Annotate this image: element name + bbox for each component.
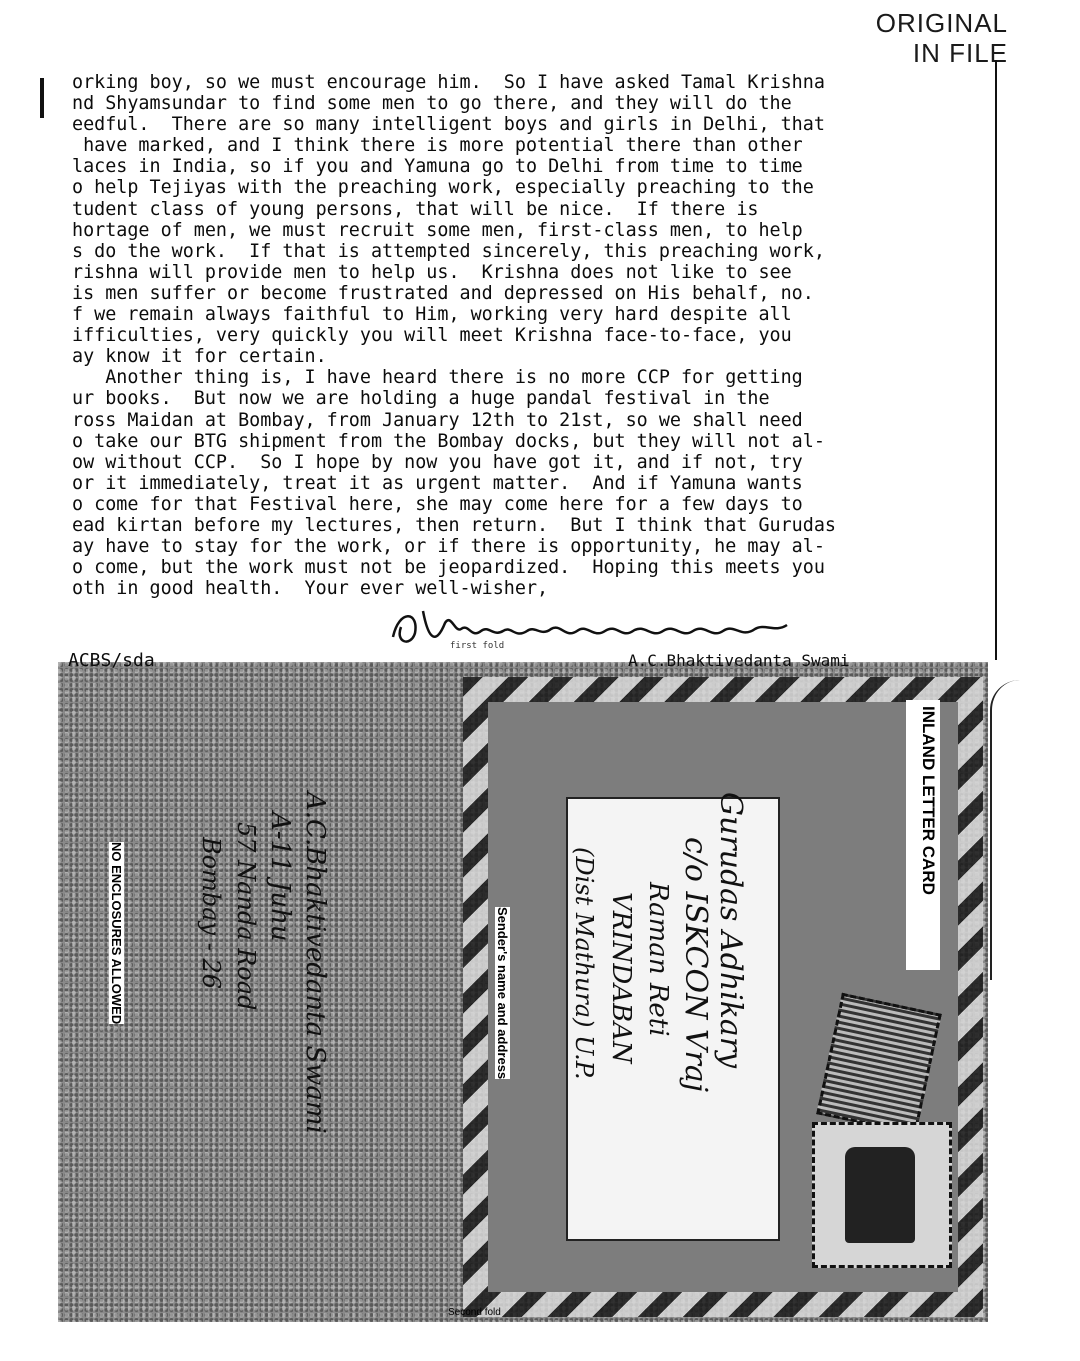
first-fold-label: first fold: [450, 641, 505, 651]
initials: ACBS/sda: [68, 650, 155, 671]
letter-line: ay have to stay for the work, or if there is opportunity, he may al-: [72, 536, 825, 558]
inland-letter-card: [58, 662, 988, 1322]
letter-line: ay know it for certain.: [72, 346, 327, 368]
letter-line: ifficulties, very quickly you will meet Krishna face-to-face, you: [72, 325, 792, 347]
sender-line: Bombay - 26: [197, 837, 225, 989]
lion-capital-icon: [845, 1147, 915, 1243]
sender-line: 57 Nanda Road: [232, 822, 260, 1011]
sender-line: A.C.Bhaktivedanta Swami: [300, 792, 330, 1134]
page-bottom-margin: [0, 1322, 1080, 1361]
letter-line: Another thing is, I have heard there is no more CCP for getting: [72, 367, 803, 389]
letter-line: o help Tejiyas with the preaching work, especially preaching to the: [72, 177, 814, 199]
torn-edge: [990, 680, 1062, 980]
letter-line: ross Maidan at Bombay, from January 12th to 21st, so we shall need: [72, 409, 803, 431]
letter-line: f we remain always faithful to Him, working very hard despite all: [72, 304, 792, 326]
addressee-line: (Dist Mathura) U.P.: [570, 847, 598, 1080]
second-fold-label: Second fold: [448, 1307, 501, 1318]
addressee-line: Raman Reti: [643, 882, 673, 1037]
sender-label: Sender's name and address: [495, 907, 510, 1080]
letter-line: is men suffer or become frustrated and depressed on His behalf, no.: [72, 282, 814, 304]
letter-line: laces in India, so if you and Yamuna go to Delhi from time to time: [72, 156, 803, 178]
letter-line: o come, but the work must not be jeopardized. Hoping this meets you: [72, 557, 825, 579]
letter-line: o take our BTG shipment from the Bombay docks, but they will not al-: [72, 430, 825, 452]
addressee-line: VRINDABAN: [606, 892, 636, 1064]
letter-line: ead kirtan before my lectures, then return. But I think that Gurudas: [72, 514, 836, 536]
handwritten-signature: [385, 603, 795, 655]
letter-line: or it immediately, treat it as urgent matter. And if Yamuna wants: [72, 472, 803, 494]
letter-line: hortage of men, we must recruit some men, first-class men, to help: [72, 219, 803, 241]
original-in-file-stamp: [876, 8, 1008, 68]
letter-line: nd Shyamsundar to find some men to go there, and they will do the: [72, 93, 792, 115]
stamp-line-1: ORIGINAL: [875, 8, 1008, 38]
letter-line: have marked, and I think there is more potential there than other: [72, 135, 803, 157]
letter-line: s do the work. If that is attempted sincerely, this preaching work,: [72, 240, 825, 262]
letter-line: o come for that Festival here, she may come here for a few days to: [72, 493, 803, 515]
inland-letter-card-label: INLAND LETTER CARD: [919, 706, 938, 895]
letter-line: rishna will provide men to help us. Krishna does not like to see: [72, 261, 792, 283]
addressee-line: c/o ISKCON Vraj: [678, 837, 713, 1093]
addressee-line: Gurudas Adhikary: [713, 792, 748, 1069]
no-enclosures-label: NO ENCLOSURES ALLOWED: [109, 842, 124, 1025]
letter-line: tudent class of young persons, that will be nice. If there is: [72, 198, 759, 220]
stamp-line-2: IN FILE: [912, 38, 1008, 68]
letter-line: oth in good health. Your ever well-wisher,: [72, 578, 549, 600]
letter-line: orking boy, so we must encourage him. So I have asked Tamal Krishna: [72, 72, 825, 93]
typed-signature: A.C.Bhaktivedanta Swami: [628, 651, 850, 670]
postage-stamp-ashoka: [812, 1122, 952, 1268]
letter-line: ur books. But now we are holding a huge pandal festival in the: [72, 388, 770, 410]
letter-body: [72, 72, 992, 599]
sender-line: A-11 Juhu: [265, 812, 295, 942]
letter-line: eedful. There are so many intelligent boys and girls in Delhi, that: [72, 114, 825, 136]
margin-bracket: [40, 78, 44, 118]
letter-line: ow without CCP. So I hope by now you have got it, and if not, try: [72, 451, 803, 473]
